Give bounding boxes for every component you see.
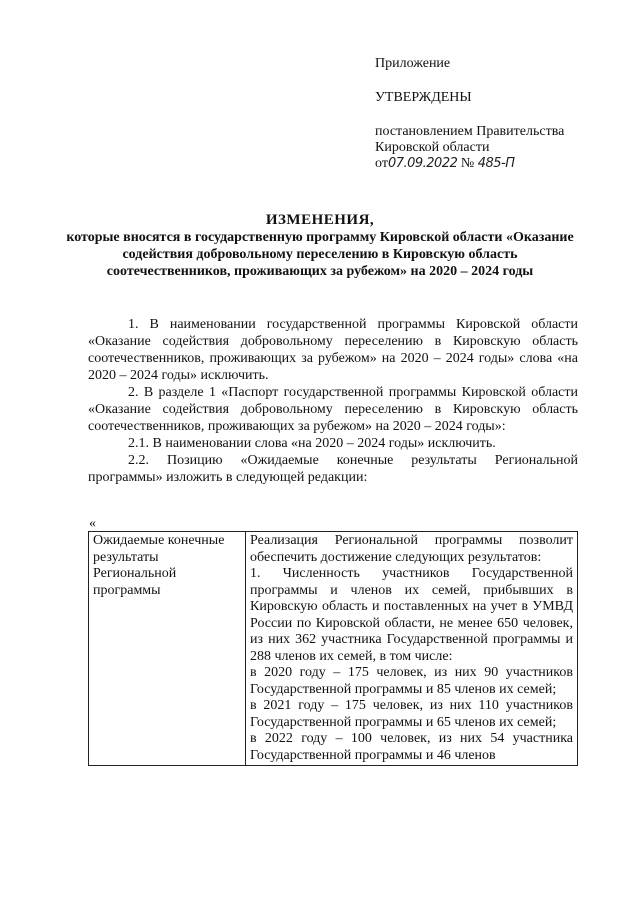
decree-line-1: постановлением Правительства — [375, 124, 565, 139]
paragraph-2-1: 2.1. В наименовании слова «на 2020 – 2024 годы» исключить. — [128, 436, 496, 451]
title-subheading: которые вносятся в государственную программу Кировской области «Оказание содействия добровольному переселению в Кировскую область соотечественников, проживающих за рубежом» на 2020 – 2024 годы — [66, 230, 574, 279]
handwritten-number: 485-П — [477, 156, 515, 171]
result-line: Реализация Региональной программы позволит обеспечить достижение следующих результатов: — [250, 533, 573, 565]
result-line: в 2022 году – 100 человек, из них 54 участника Государственной программы и 46 членов — [250, 731, 573, 763]
document-title — [60, 212, 580, 280]
decree-date-line — [375, 156, 615, 172]
handwritten-date: 07.09.2022 — [387, 156, 458, 171]
approval-header — [375, 56, 615, 172]
paragraph-1: 1. В наименовании государственной программы Кировской области «Оказание содействия добровольному переселению в Кировскую область соотечественников, проживающих за рубежом» на 2020 – 2024 годы» слова «на 2020 – 2024 годы» исключить. — [88, 317, 578, 383]
table-row — [89, 532, 578, 766]
approved-label: УТВЕРЖДЕНЫ — [375, 90, 472, 105]
opening-quote: « — [89, 516, 96, 531]
results-label-cell: Ожидаемые конечные результаты Региональной программы — [89, 532, 246, 766]
decree-line-2: Кировской области — [375, 140, 490, 155]
results-table — [88, 531, 578, 766]
title-heading: ИЗМЕНЕНИЯ, — [265, 212, 375, 228]
document-body — [88, 316, 578, 486]
results-text-cell — [246, 532, 578, 766]
paragraph-2: 2. В разделе 1 «Паспорт государственной программы Кировской области «Оказание содействия добровольному переселению в Кировскую область соотечественников, проживающих за рубежом» на 2020 – 2024 годы»: — [88, 385, 578, 434]
appendix-label: Приложение — [375, 56, 451, 71]
result-line: в 2020 году – 175 человек, из них 90 участников Государственной программы и 85 членов их семей; — [250, 665, 573, 697]
date-prefix: от — [375, 156, 388, 171]
paragraph-2-2: 2.2. Позицию «Ожидаемые конечные результаты Региональной программы» изложить в следующей редакции: — [88, 453, 578, 485]
number-sign: № — [460, 156, 475, 171]
result-line: 1. Численность участников Государственной программы и членов их семей, прибывших в Кировскую область и поставленных на учет в УМВД России по Кировской области, не менее 650 человек, из них 362 участника Государственной программы и 288 членов их семей, в том числе: — [250, 566, 573, 664]
result-line: в 2021 году – 175 человек, из них 110 участников Государственной программы и 65 членов их семей; — [250, 698, 573, 730]
